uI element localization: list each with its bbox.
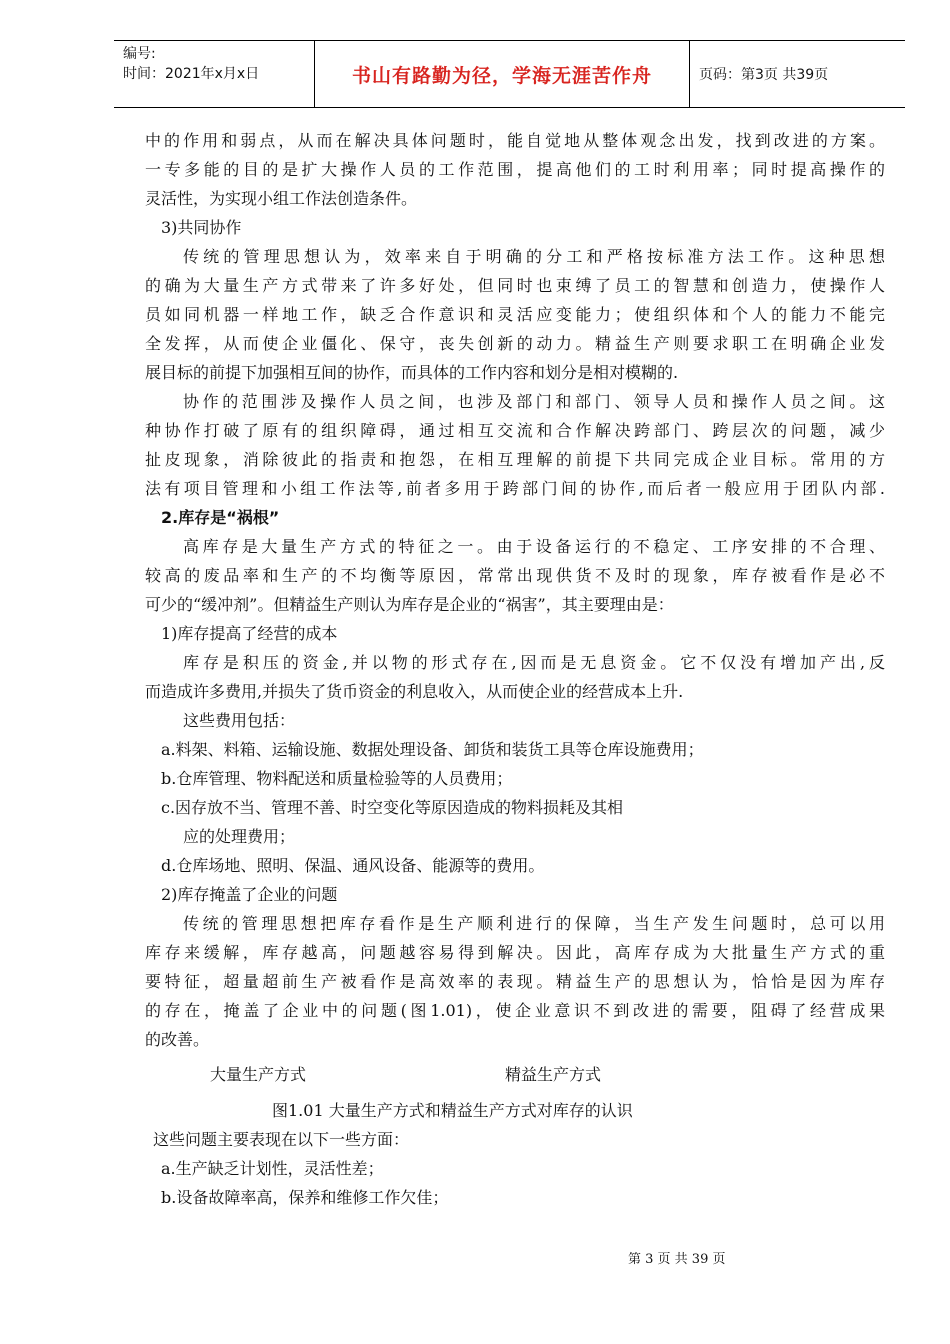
- header-page-cell: [690, 41, 905, 107]
- body-line: 全发挥，从而使企业僵化、保守，丧失创新的动力。精益生产则要求职工在明确企业发: [145, 334, 885, 353]
- subsection-heading: 1)库存提高了经营的成本: [161, 624, 338, 643]
- body-line: 的确为大量生产方式带来了许多好处，但同时也束缚了员工的智慧和创造力，使操作人: [145, 276, 885, 295]
- body-line: 这些问题主要表现在以下一些方面：: [153, 1130, 410, 1149]
- header-motto-cell: [314, 41, 690, 107]
- body-line: 可少的“缓冲剂”。但精益生产则认为库存是企业的“祸害”，其主要理由是：: [145, 595, 674, 614]
- body-line: 传统的管理思想把库存看作是生产顺利进行的保障，当生产发生问题时，总可以用: [183, 914, 885, 933]
- header-page-info: 页码：第3页 共39页: [699, 67, 829, 83]
- body-line: 一专多能的目的是扩大操作人员的工作范围，提高他们的工时利用率；同时提高操作的: [145, 160, 885, 179]
- body-line: 扯皮现象，消除彼此的指责和抱怨，在相互理解的前提下共同完成企业目标。常用的方: [145, 450, 885, 469]
- page-footer: 第 3 页 共 39 页: [628, 1252, 726, 1267]
- body-line: 法有项目管理和小组工作法等,前者多用于跨部门间的协作,而后者一般应用于团队内部.: [145, 479, 885, 498]
- body-line: 种协作打破了原有的组织障碍，通过相互交流和合作解决跨部门、跨层次的问题，减少: [145, 421, 885, 440]
- list-item: a.生产缺乏计划性，灵活性差；: [161, 1159, 384, 1178]
- section-heading-3: 3)共同协作: [161, 218, 242, 237]
- figure-left-label: 大量生产方式: [210, 1065, 307, 1084]
- figure-right-label: 精益生产方式: [505, 1065, 602, 1084]
- list-item: b.设备故障率高，保养和维修工作欠佳；: [161, 1188, 449, 1207]
- document-header: [114, 40, 905, 108]
- body-line: 传统的管理思想认为，效率来自于明确的分工和严格按标准方法工作。这种思想: [183, 247, 885, 266]
- body-line: 员如同机器一样地工作，缺乏合作意识和灵活应变能力；使组织体和个人的能力不能完: [145, 305, 885, 324]
- body-line: 展目标的前提下加强相互间的协作，而具体的工作内容和划分是相对模糊的.: [145, 363, 679, 382]
- header-motto: 书山有路勤为径，学海无涯苦作舟: [351, 64, 652, 87]
- body-line: 协作的范围涉及操作人员之间，也涉及部门和部门、领导人员和操作人员之间。这: [183, 392, 885, 411]
- figure-labels: [145, 1054, 885, 1094]
- section-heading-2: 2.库存是“祸根”: [161, 508, 280, 527]
- list-item: b.仓库管理、物料配送和质量检验等的人员费用；: [161, 769, 513, 788]
- body-line: 的改善。: [145, 1030, 210, 1049]
- body-line: 库存是积压的资金,并以物的形式存在,因而是无息资金。它不仅没有增加产出,反: [183, 653, 885, 672]
- body-line: 较高的废品率和生产的不均衡等原因，常常出现供货不及时的现象，库存被看作是必不: [145, 566, 885, 585]
- body-line: 这些费用包括：: [183, 711, 296, 730]
- body-line: 的存在，掩盖了企业中的问题(图1.01)，使企业意识不到改进的需要，阻碍了经营成果: [145, 1001, 885, 1020]
- body-line: 高库存是大量生产方式的特征之一。由于设备运行的不稳定、工序安排的不合理、: [183, 537, 885, 556]
- document-body: [145, 126, 885, 1212]
- body-line: 而造成许多费用,并损失了货币资金的利息收入，从而使企业的经营成本上升.: [145, 682, 684, 701]
- subsection-heading: 2)库存掩盖了企业的问题: [161, 885, 338, 904]
- list-item: c.因存放不当、管理不善、时空变化等原因造成的物料损耗及其相: [161, 798, 624, 817]
- body-line: 中的作用和弱点，从而在解决具体问题时，能自觉地从整体观念出发，找到改进的方案。: [145, 131, 885, 150]
- header-meta: [114, 41, 314, 107]
- list-item: d.仓库场地、照明、保温、通风设备、能源等的费用。: [161, 856, 545, 875]
- body-line: 要特征，超量超前生产被看作是高效率的表现。精益生产的思想认为，恰恰是因为库存: [145, 972, 885, 991]
- body-line: 库存来缓解，库存越高，问题越容易得到解决。因此，高库存成为大批量生产方式的重: [145, 943, 885, 962]
- document-number-label: 编号:: [123, 46, 156, 62]
- body-line: 灵活性，为实现小组工作法创造条件。: [145, 189, 418, 208]
- document-time-label: 时间：2021年x月x日: [123, 66, 260, 82]
- list-item: a.料架、料箱、运输设施、数据处理设备、卸货和装货工具等仓库设施费用；: [161, 740, 704, 759]
- figure-caption: 图1.01 大量生产方式和精益生产方式对库存的认识: [272, 1101, 633, 1120]
- list-item-continuation: 应的处理费用；: [183, 827, 296, 846]
